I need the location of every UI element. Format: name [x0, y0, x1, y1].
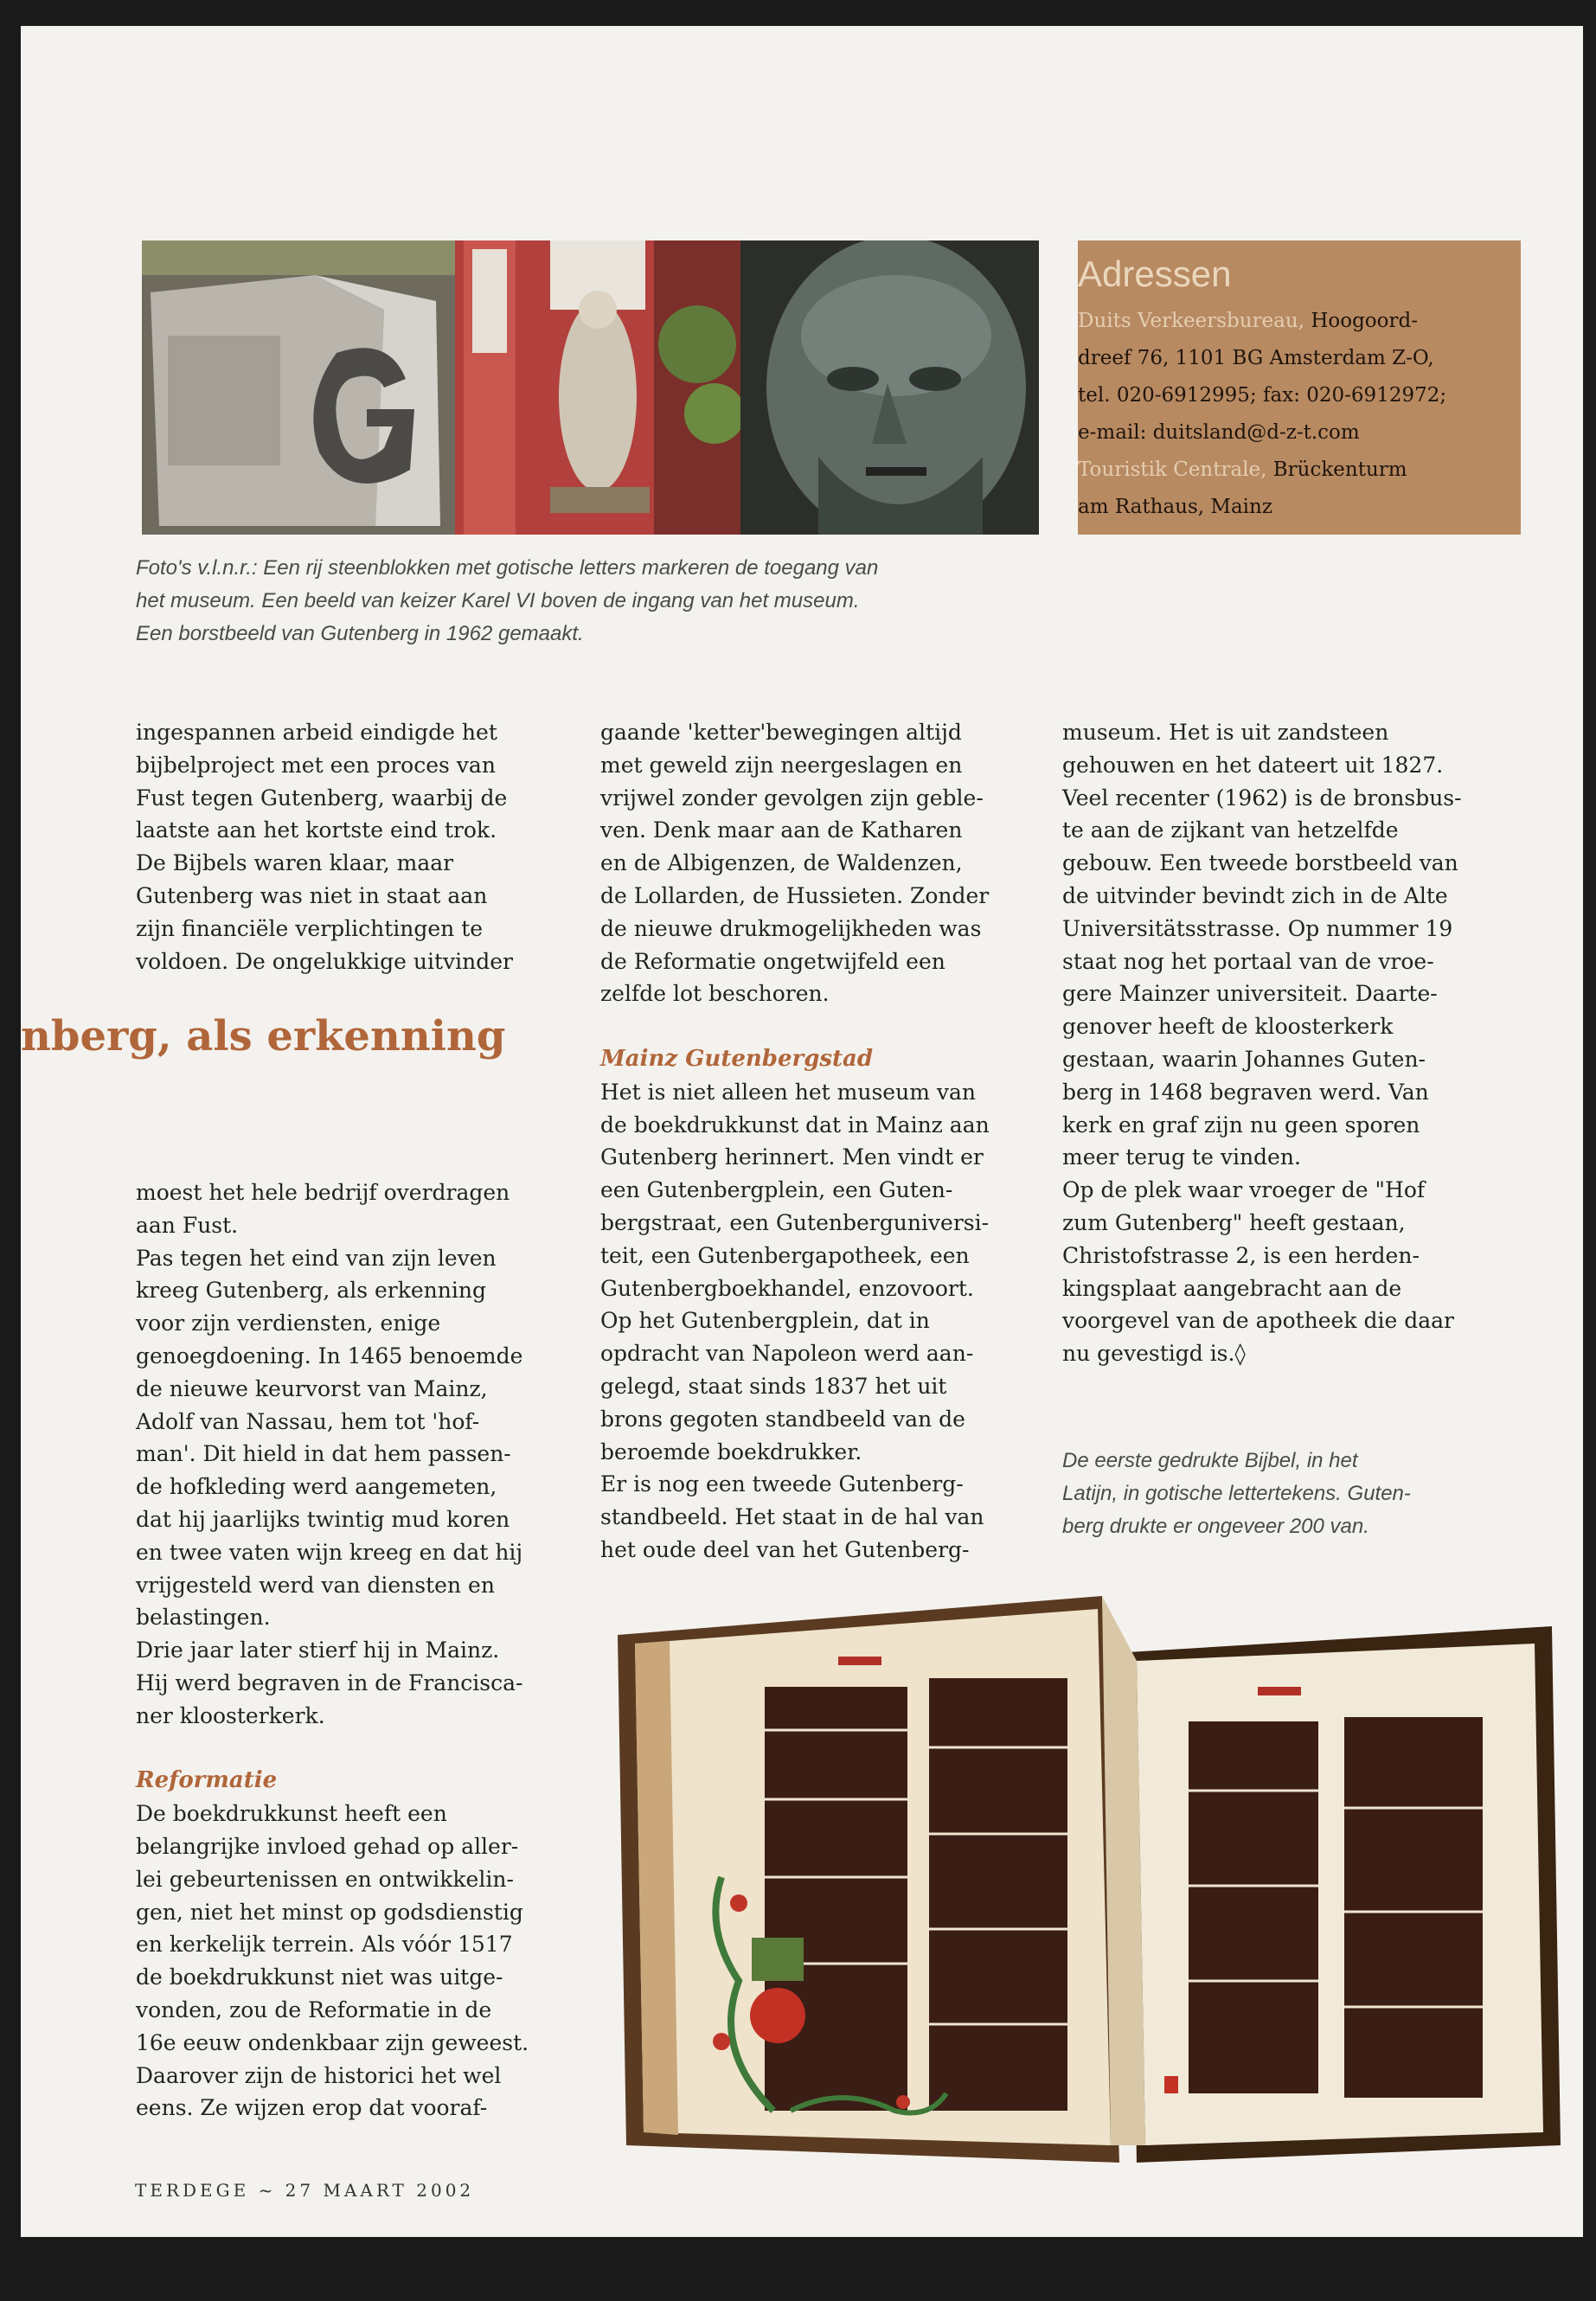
bible-caption: De eerste gedrukte Bijbel, in het Latijn, in gotische lettertekens. Guten- berg drukte er ongeveer 200 van. — [1062, 1449, 1411, 1538]
addresses-box — [1078, 240, 1521, 535]
column-1-top: ingespannen arbeid eindigde het bijbelproject met een proces van Fust tegen Gutenberg, waarbij de laatste aan het kortste eind trok. De Bijbels waren klaar, maar Gutenberg was niet in staat aan zijn financiële verplichtingen te voldoen. De ongelukkige uitvinder — [136, 720, 513, 974]
address-line: Duits Verkeersbureau, Hoogoord- — [1078, 310, 1418, 332]
photo-gutenberg-bust — [740, 240, 1039, 535]
addresses-title: Adressen — [1078, 253, 1232, 294]
column-3: museum. Het is uit zandsteen gehouwen en het dateert uit 1827. Veel recenter (1962) is de bronsbus- te aan de zijkant van hetzelfde gebouw. Een tweede borstbeeld van de uitvinder bevindt zich in de Alte Universitätsstrasse. Op nummer 19 staat nog het portaal van de vroe- gere Mainzer universiteit. Daarte- genover heeft de kloosterkerk gestaan, waarin Johannes Guten- berg in 1468 begraven werd. Van kerk en graf zijn nu geen sporen meer terug te vinden. Op de plek waar vroeger de "Hof zum Gutenberg" heeft gestaan, Christofstrasse 2, is een herden- kingsplaat aangebracht aan de voorgevel van de apotheek die daar nu gevestigd is.◊ — [1062, 720, 1462, 1367]
pull-quote: nberg, als erkenning — [21, 1012, 506, 1061]
address-line: am Rathaus, Mainz — [1078, 496, 1272, 518]
photo-gutenberg-bible — [618, 1592, 1569, 2180]
address-line: tel. 020-6912995; fax: 020-6912972; — [1078, 384, 1447, 407]
column-2: gaande 'ketter'bewegingen altijd met geweld zijn neergeslagen en vrijwel zonder gevolgen zijn geble- ven. Denk maar aan de Katharen en de Albigenzen, de Waldenzen, de Lollarden, de Hussieten. Zonder de nieuwe drukmogelijkheden was de Reformatie ongetwijfeld een zelfde lot beschoren. Mainz Gutenbergstad Het is niet alleen het museum van de boekdrukkunst dat in Mainz aan Gutenberg herinnert. Men vindt er een Gutenbergplein, een Guten- bergstraat, een Gutenberguniversi- teit, een Gutenbergapotheek, een Gutenbergboekhandel, enzovoort. Op het Gutenbergplein, dat in opdracht van Napoleon werd aan- gelegd, staat sinds 1837 het uit brons gegoten standbeeld van de beroemde boekdrukker. Er is nog een tweede Gutenberg- standbeeld. Het staat in de hal van het oude deel van het Gutenberg- — [600, 720, 990, 1562]
section-heading: Reformatie — [136, 1767, 278, 1794]
address-line: Touristik Centrale, Brückenturm — [1078, 458, 1407, 481]
photo-statue-facade — [455, 240, 740, 535]
magazine-page — [21, 26, 1583, 2237]
address-line: e-mail: duitsland@d-z-t.com — [1078, 421, 1360, 444]
column-1-bottom: moest het hele bedrijf overdragen aan Fust. Pas tegen het eind van zijn leven kreeg Gutenberg, als erkenning voor zijn verdiensten, enige genoegdoening. In 1465 benoemde de nieuwe keurvorst van Mainz, Adolf van Nassau, hem tot 'hof- man'. Dit hield in dat hem passen- de hofkleding werd aangemeten, dat hij jaarlijks twintig mud koren en twee vaten wijn kreeg en dat hij vrijgesteld werd van diensten en belastingen. Drie jaar later stierf hij in Mainz. Hij werd begraven in de Francisca- ner kloosterkerk. Reformatie De boekdrukkunst heeft een belangrijke invloed gehad op aller- lei gebeurtenissen en ontwikkelin- gen, niet het minst op godsdienstig en kerkelijk terrein. Als vóór 1517 de boekdrukkunst niet was uitge- vonden, zou de Reformatie in de 16e eeuw ondenkbaar zijn geweest. Daarover zijn de historici het wel eens. Ze wijzen erop dat vooraf- — [136, 1180, 529, 2121]
section-heading: Mainz Gutenbergstad — [600, 1045, 874, 1072]
page-footer: TERDEGE ~ 27 MAART 2002 — [135, 2180, 475, 2201]
photo-caption: Foto's v.l.n.r.: Een rij steenblokken met gotische letters markeren de toegang van het museum. Een beeld van keizer Karel VI boven de ingang van het museum. Een borstbeeld van Gutenberg in 1962 gemaakt. — [136, 556, 879, 645]
photo-stone-block — [142, 240, 455, 535]
address-line: dreef 76, 1101 BG Amsterdam Z-O, — [1078, 347, 1434, 369]
